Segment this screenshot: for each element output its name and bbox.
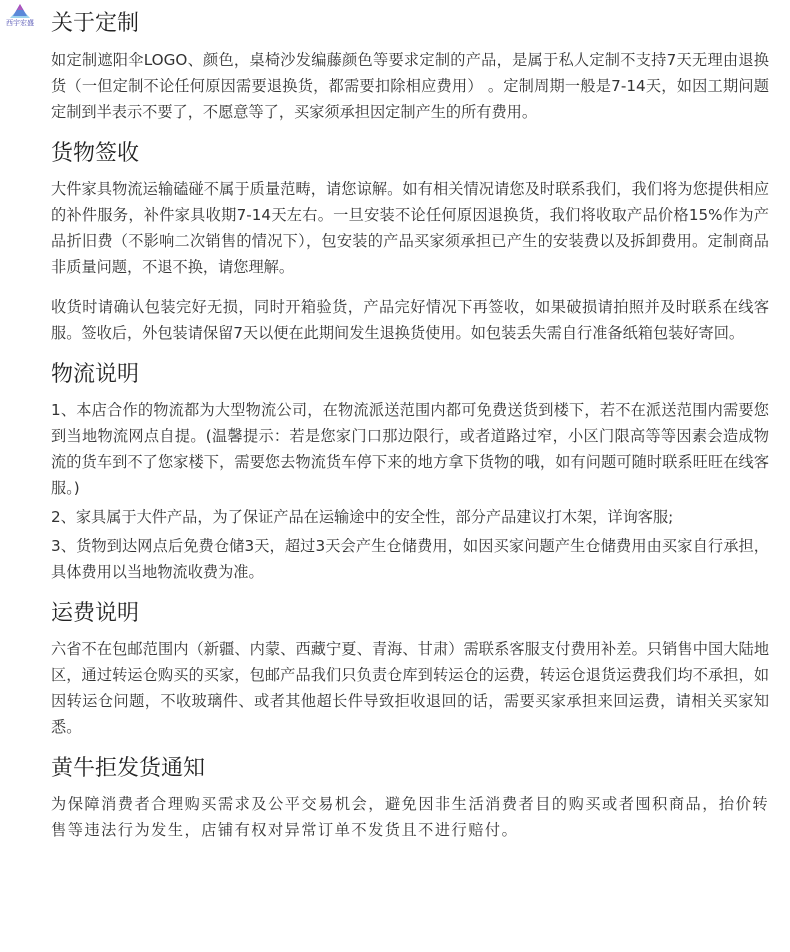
section-title: 物流说明 bbox=[51, 362, 140, 387]
policy-content bbox=[51, 9, 769, 857]
section-shipping-fees bbox=[51, 599, 769, 740]
section-title: 黄牛拒发货通知 bbox=[51, 756, 206, 781]
section-paragraph: 2、家具属于大件产品，为了保证产品在运输途中的安全性，部分产品建议打木架，详询客服; bbox=[51, 508, 674, 526]
section-paragraph: 如定制遮阳伞LOGO、颜色，桌椅沙发编藤颜色等要求定制的产品，是属于私人定制不支持7天无理由退换货（一但定制不论任何原因需要退换货，都需要扣除相应费用） 。定制周期一般是7-14天，如因工期问题定制到半表示不要了，不愿意等了，买家须承担因定制产生的所有费用。 bbox=[51, 51, 769, 121]
section-customization bbox=[51, 9, 769, 125]
section-paragraph: 1、本店合作的物流都为大型物流公司，在物流派送范围内都可免费送货到楼下，若不在派送范围内需要您到当地物流网点自提。(温馨提示：若是您家门口那边限行，或者道路过窄，小区门限高等等因素会造成物流的货车到不了您家楼下，需要您去物流货车停下来的地方拿下货物的哦，如有问题可随时联系旺旺在线客服。) bbox=[51, 401, 769, 497]
section-paragraph: 收货时请确认包装完好无损，同时开箱验货，产品完好情况下再签收，如果破损请拍照并及时联系在线客服。签收后，外包装请保留7天以便在此期间发生退换货使用。如包装丢失需自行准备纸箱包装好寄回。 bbox=[51, 298, 769, 342]
section-delivery-signing bbox=[51, 139, 769, 346]
section-paragraph: 为保障消费者合理购买需求及公平交易机会，避免因非生活消费者目的购买或者囤积商品，抬价转售等违法行为发生，店铺有权对异常订单不发货且不进行赔付。 bbox=[51, 795, 769, 839]
section-paragraph: 3、货物到达网点后免费仓储3天，超过3天会产生仓储费用，如因买家问题产生仓储费用由买家自行承担，具体费用以当地物流收费为准。 bbox=[51, 537, 769, 581]
logo-mark-icon bbox=[9, 4, 31, 18]
section-title: 运费说明 bbox=[51, 601, 140, 626]
section-title: 货物签收 bbox=[51, 141, 140, 166]
section-paragraph: 大件家具物流运输磕碰不属于质量范畴，请您谅解。如有相关情况请您及时联系我们，我们将为您提供相应的补件服务，补件家具收期7-14天左右。一旦安装不论任何原因退换货，我们将收取产品价格15%作为产品折旧费（不影响二次销售的情况下），包安装的产品买家须承担已产生的安装费以及拆卸费用。定制商品非质量问题，不退不换，请您理解。 bbox=[51, 180, 769, 276]
logo-text: 西宇宏盛 bbox=[6, 19, 34, 27]
section-logistics bbox=[51, 360, 769, 585]
section-title: 关于定制 bbox=[51, 11, 140, 36]
section-paragraph: 六省不在包邮范围内（新疆、内蒙、西藏宁夏、青海、甘肃）需联系客服支付费用补差。只销售中国大陆地区，通过转运仓购买的买家，包邮产品我们只负责仓库到转运仓的运费，转运仓退货运费我们均不承担，如因转运仓问题，不收玻璃件、或者其他超长件导致拒收退回的话，需要买家承担来回运费，请相关买家知悉。 bbox=[51, 640, 769, 736]
shop-logo bbox=[0, 0, 40, 34]
section-scalper-notice bbox=[51, 754, 769, 843]
